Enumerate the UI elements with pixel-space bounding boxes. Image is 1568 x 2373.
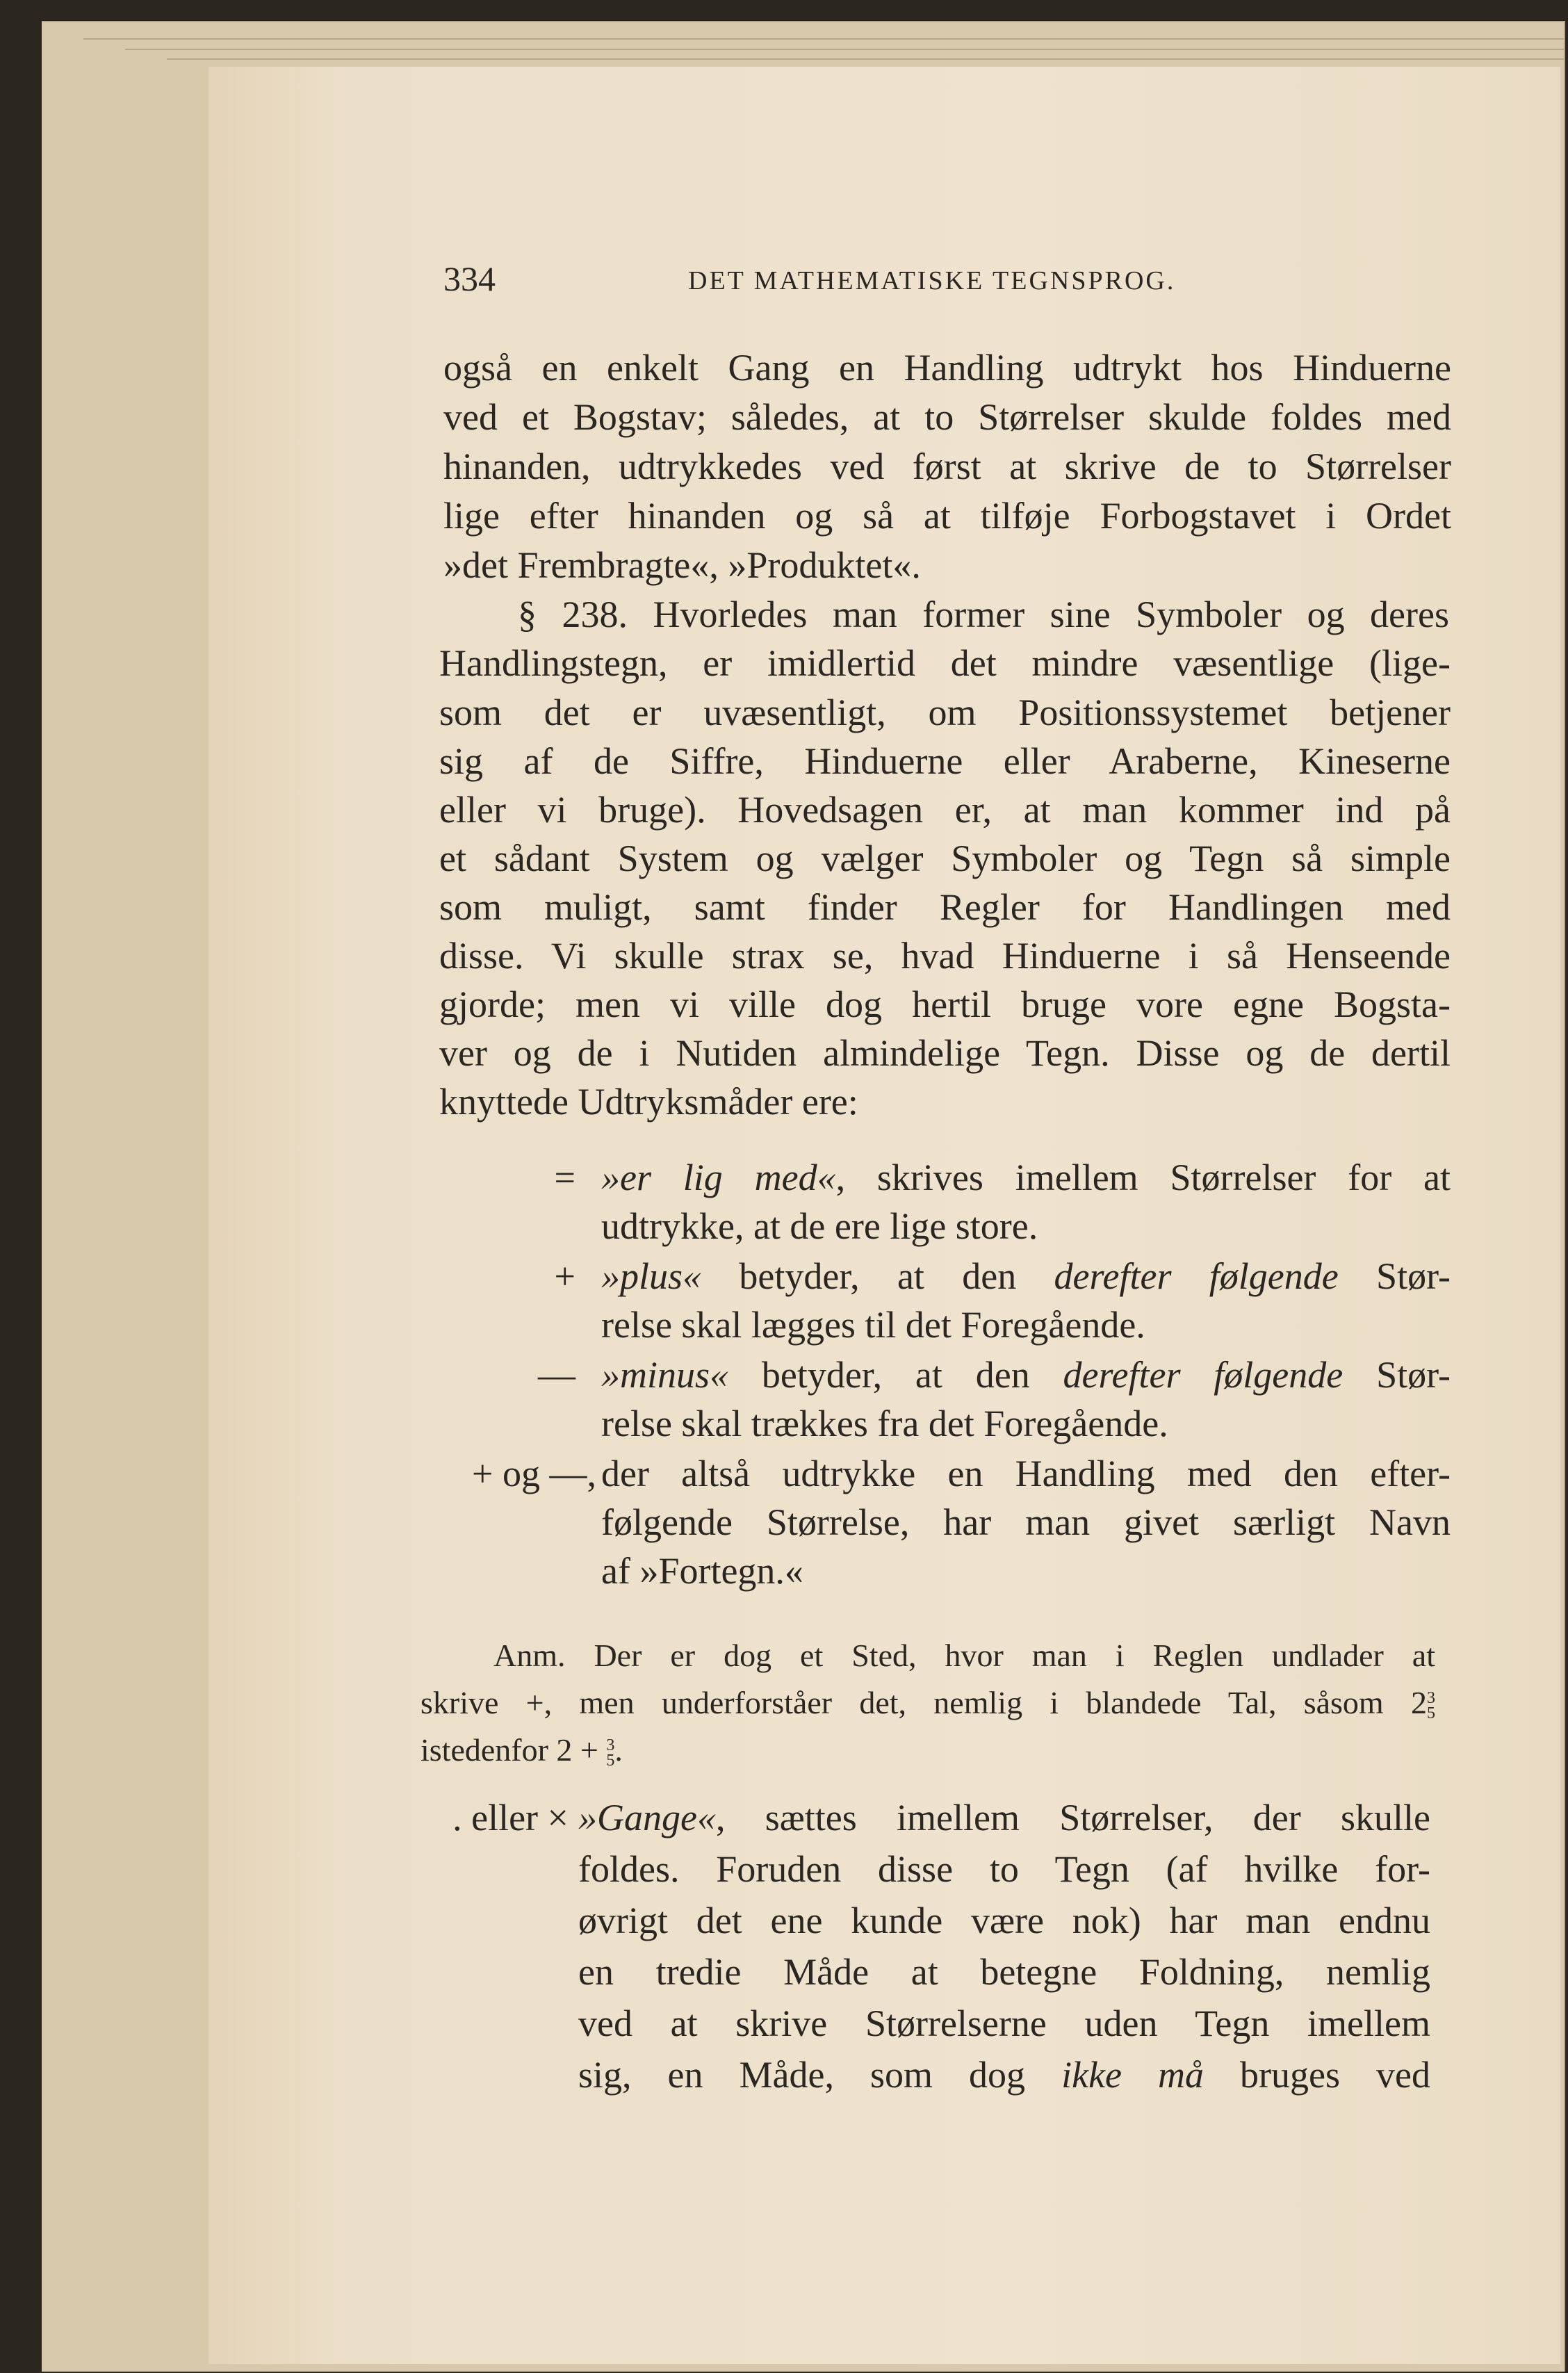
math-symbol: + og —, <box>472 1453 596 1494</box>
text-segment: . <box>614 1732 623 1768</box>
text-line <box>578 1896 1430 1945</box>
text-segment: et sådant System og vælger Symboler og Tegn så simple <box>439 838 1451 879</box>
italic-text: derefter følgende <box>1054 1255 1339 1297</box>
text-segment: følgende Størrelse, har man givet særligt Navn <box>601 1501 1451 1543</box>
text-line <box>439 931 1451 980</box>
text-line <box>578 1845 1430 1893</box>
text-line <box>601 1300 1451 1349</box>
fraction-den: 5 <box>1427 1704 1435 1723</box>
text-segment: foldes. Foruden disse to Tegn (af hvilke for- <box>578 1848 1430 1890</box>
text-line <box>493 1633 1435 1678</box>
text-line <box>443 343 1451 392</box>
math-symbol: = <box>554 1157 575 1198</box>
text-line <box>439 785 1451 834</box>
text-segment: »det Frembragte«, »Produktet«. <box>443 544 921 586</box>
text-segment: relse skal lægges til det Foregående. <box>601 1304 1145 1346</box>
text-segment: disse. Vi skulle strax se, hvad Hinduerne i så Henseende <box>439 935 1451 977</box>
fraction <box>1427 1690 1435 1721</box>
text-segment: hinanden, udtrykkedes ved først at skrive de to Størrelser <box>443 446 1451 487</box>
text-line <box>578 1999 1430 2048</box>
text-line <box>439 639 1451 687</box>
text-line <box>443 393 1451 441</box>
math-symbol: + <box>554 1255 575 1297</box>
text-line <box>439 688 1451 737</box>
text-line <box>439 1029 1451 1077</box>
math-symbol: — <box>538 1354 575 1396</box>
text-segment: knyttede Udtryksmåder ere: <box>439 1081 858 1123</box>
page-number: 334 <box>443 259 496 298</box>
text-segment: øvrigt det ene kunde være nok) har man endnu <box>578 1900 1430 1941</box>
text-segment: lige efter hinanden og så at tilføje Forbogstavet i Ordet <box>443 495 1451 537</box>
text-segment: betyder, at den <box>701 1255 1054 1297</box>
math-symbol: . eller × <box>452 1797 569 1838</box>
text-line <box>601 1153 1451 1202</box>
text-line <box>439 1077 1451 1126</box>
text-segment: Stør- <box>1338 1255 1451 1297</box>
text-line <box>578 1793 1430 1842</box>
text-line <box>439 737 1451 785</box>
text-segment: skrive +, men underforståer det, nemlig i blandede Tal, såsom 2 <box>420 1685 1427 1720</box>
text-segment: betyder, at den <box>728 1354 1063 1396</box>
italic-text: derefter følgende <box>1063 1354 1344 1396</box>
text-line <box>443 541 1451 589</box>
fraction <box>606 1738 614 1768</box>
text-segment: som det er uvæsentligt, om Positionssystemet betjener <box>439 692 1451 733</box>
italic-text: »er lig med« <box>601 1157 836 1198</box>
text-line <box>601 1399 1451 1448</box>
text-line <box>420 1728 1435 1772</box>
text-segment: Anm. Der er dog et Sted, hvor man i Reglen undlader at <box>493 1638 1435 1673</box>
text-segment: Handlingstegn, er imidlertid det mindre væsentlige (lige- <box>439 642 1451 684</box>
text-line <box>601 1449 1451 1498</box>
text-segment: bruges ved <box>1204 2054 1431 2096</box>
italic-text: »plus« <box>601 1255 702 1297</box>
text-segment: sig af de Siffre, Hinduerne eller Araberne, Kineserne <box>439 740 1451 782</box>
fraction-num: 3 <box>606 1736 615 1755</box>
fraction-den: 5 <box>606 1752 615 1770</box>
text-line <box>443 491 1451 540</box>
text-line <box>443 442 1451 491</box>
text-line <box>439 883 1451 931</box>
text-segment: som muligt, samt finder Regler for Handlingen med <box>439 886 1451 928</box>
text-line <box>439 980 1451 1029</box>
text-line <box>578 1948 1430 1996</box>
text-line <box>601 1547 1451 1595</box>
text-segment: , sættes imellem Størrelser, der skulle <box>715 1797 1430 1838</box>
text-segment: relse skal trækkes fra det Foregående. <box>601 1403 1168 1444</box>
text-segment: gjorde; men vi ville dog hertil bruge vore egne Bogsta- <box>439 984 1451 1025</box>
text-line <box>420 1681 1435 1725</box>
text-segment: ved at skrive Størrelserne uden Tegn imellem <box>578 2003 1430 2044</box>
italic-text: ikke må <box>1061 2054 1204 2096</box>
text-line <box>601 1351 1451 1399</box>
text-segment: ver og de i Nutiden almindelige Tegn. Disse og de dertil <box>439 1032 1451 1074</box>
text-segment: Stør- <box>1343 1354 1451 1396</box>
text-line <box>439 834 1451 883</box>
text-segment: en tredie Måde at betegne Foldning, nemlig <box>578 1951 1430 1993</box>
text-segment: ved et Bogstav; således, at to Størrelser skulde foldes med <box>443 396 1451 438</box>
text-line <box>578 2050 1430 2099</box>
text-segment: sig, en Måde, som dog <box>578 2054 1062 2096</box>
text-segment: istedenfor 2 + <box>420 1732 607 1768</box>
text-segment: der altså udtrykke en Handling med den efter- <box>601 1453 1451 1494</box>
text-segment: eller vi bruge). Hovedsagen er, at man kommer ind på <box>439 789 1451 831</box>
text-segment: også en enkelt Gang en Handling udtrykt hos Hinduerne <box>443 347 1451 389</box>
fraction-num: 3 <box>1427 1689 1435 1708</box>
text-segment: af »Fortegn.« <box>601 1550 803 1592</box>
text-line <box>601 1202 1451 1250</box>
running-title: DET MATHEMATISKE TEGNSPROG. <box>688 266 1176 295</box>
text-line <box>601 1498 1451 1547</box>
italic-text: »minus« <box>601 1354 729 1396</box>
text-line <box>518 590 1449 639</box>
text-segment: udtrykke, at de ere lige store. <box>601 1205 1038 1247</box>
text-segment: , skrives imellem Størrelser for at <box>835 1157 1451 1198</box>
text-segment: § 238. Hvorledes man former sine Symboler og deres <box>518 594 1449 635</box>
text-line <box>601 1252 1451 1300</box>
italic-text: »Gange« <box>578 1797 716 1838</box>
